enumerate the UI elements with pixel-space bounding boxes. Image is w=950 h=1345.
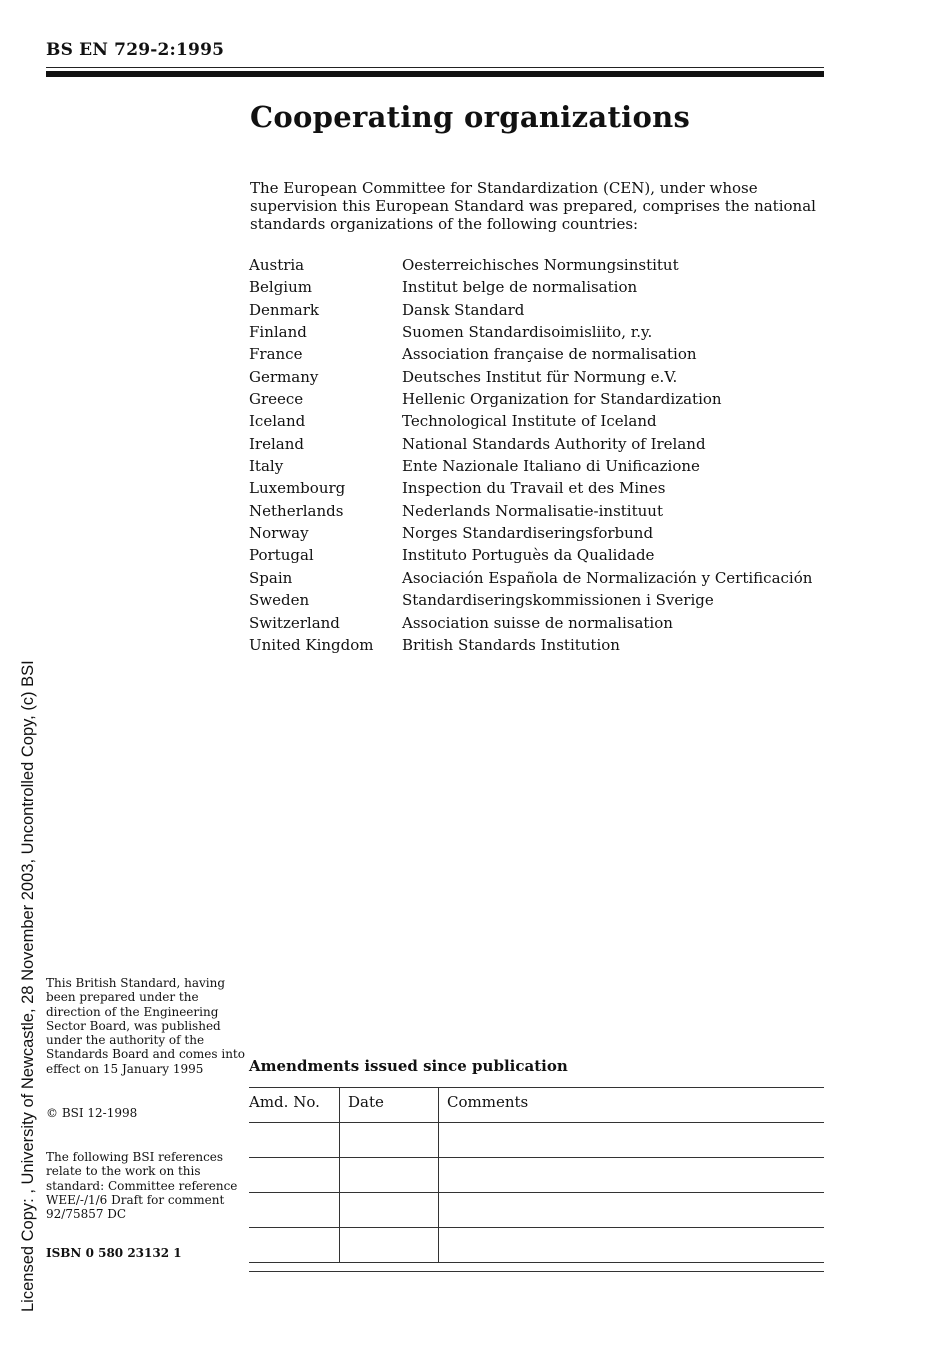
organization-country: France [249,345,303,364]
organization-name: Asociación Española de Normalización y Certificación [402,568,813,587]
organization-country: Ireland [249,434,304,453]
organization-country: United Kingdom [249,635,374,654]
organization-name: Hellenic Organization for Standardization [402,390,722,409]
organization-name: National Standards Authority of Ireland [402,434,706,453]
intro-paragraph: The European Committee for Standardization (CEN), under whose supervision this European Standard was prepared, comprises the national standards organizations of the following countries: [250,179,816,233]
organization-name: Deutsches Institut für Normung e.V. [402,367,678,386]
amendment-cell [439,1193,825,1228]
organization-row [249,254,812,276]
organization-country: Portugal [249,546,314,565]
organization-name: Ente Nazionale Italiano di Unificazione [402,457,700,476]
organization-row [249,477,812,499]
amendment-cell [340,1228,439,1263]
amendment-cell [340,1158,439,1193]
organization-row [249,455,812,477]
amendments-table [249,1087,824,1263]
amendment-cell [249,1228,340,1263]
amendment-cell [249,1193,340,1228]
publication-note: This British Standard, having been prepared under the direction of the Engineering Sector Board, was published under the authority of the Standards Board and comes into effect on 15 January 1995 [46,976,245,1076]
column-header-comments: Comments [439,1088,825,1123]
isbn: ISBN 0 580 23132 1 [46,1246,182,1260]
organization-country: Switzerland [249,613,340,632]
organization-country: Denmark [249,300,319,319]
organization-name: Technological Institute of Iceland [402,412,657,431]
organization-country: Austria [249,256,305,274]
organization-row [249,634,812,656]
organization-country: Finland [249,323,307,342]
amendment-cell [439,1228,825,1263]
organization-country: Netherlands [249,501,344,520]
organization-country: Italy [249,457,284,476]
organization-country: Belgium [249,278,312,297]
license-stamp: Licensed Copy: , University of Newcastle, 28 November 2003, Uncontrolled Copy, (c) BSI [19,660,37,1312]
organization-country: Luxembourg [249,479,346,498]
amendment-row [249,1193,824,1228]
column-header-date: Date [340,1088,439,1123]
organization-row [249,410,812,432]
bottom-rule [249,1271,824,1272]
organization-name: Inspection du Travail et des Mines [402,479,666,498]
organization-row [249,500,812,522]
organization-row [249,589,812,611]
organizations-list [249,254,812,656]
page-title: Cooperating organizations [250,100,691,134]
organization-country: Greece [249,390,304,409]
amendment-cell [340,1123,439,1158]
amendment-cell [249,1158,340,1193]
organization-country: Iceland [249,412,306,431]
organization-name: Norges Standardiseringsforbund [402,524,654,543]
organization-country: Norway [249,524,309,543]
header-rule-thin [46,67,824,68]
organization-name: Dansk Standard [402,300,525,319]
column-header-amd-no: Amd. No. [249,1088,340,1123]
organization-row [249,433,812,455]
organization-name: Instituto Portuguès da Qualidade [402,546,655,565]
amendments-title: Amendments issued since publication [249,1057,568,1075]
amendment-row [249,1228,824,1263]
organization-row [249,544,812,566]
organization-name: Institut belge de normalisation [402,278,638,297]
organization-row [249,299,812,321]
amendment-cell [439,1123,825,1158]
amendment-row [249,1123,824,1158]
organization-name: Standardiseringskommissionen i Sverige [402,591,714,610]
amendment-cell [340,1193,439,1228]
organization-name: Suomen Standardisoimisliito, r.y. [402,323,653,342]
document-reference: BS EN 729-2:1995 [46,40,225,60]
organization-country: Germany [249,367,319,386]
organization-row [249,276,812,298]
organization-row [249,366,812,388]
organization-row [249,388,812,410]
amendment-row [249,1158,824,1193]
organization-row [249,321,812,343]
organization-row [249,343,812,365]
amendments-body [249,1123,824,1263]
organization-country: Sweden [249,591,310,610]
amendment-cell [439,1158,825,1193]
organization-name: Nederlands Normalisatie-instituut [402,501,663,520]
organization-name: Oesterreichisches Normungsinstitut [402,256,679,274]
amendment-cell [249,1123,340,1158]
amendments-header-row [249,1088,824,1123]
organization-row [249,522,812,544]
organization-name: Association suisse de normalisation [402,613,673,632]
organization-country: Spain [249,568,293,587]
organization-row [249,567,812,589]
organization-name: Association française de normalisation [402,345,697,364]
copyright-note: © BSI 12-1998 [46,1106,138,1120]
references-note: The following BSI references relate to the work on this standard: Committee reference WEE/-/1/6 Draft for comment 92/75857 DC [46,1150,238,1222]
organization-name: British Standards Institution [402,635,620,654]
header-rule-thick [46,71,824,77]
organization-row [249,612,812,634]
